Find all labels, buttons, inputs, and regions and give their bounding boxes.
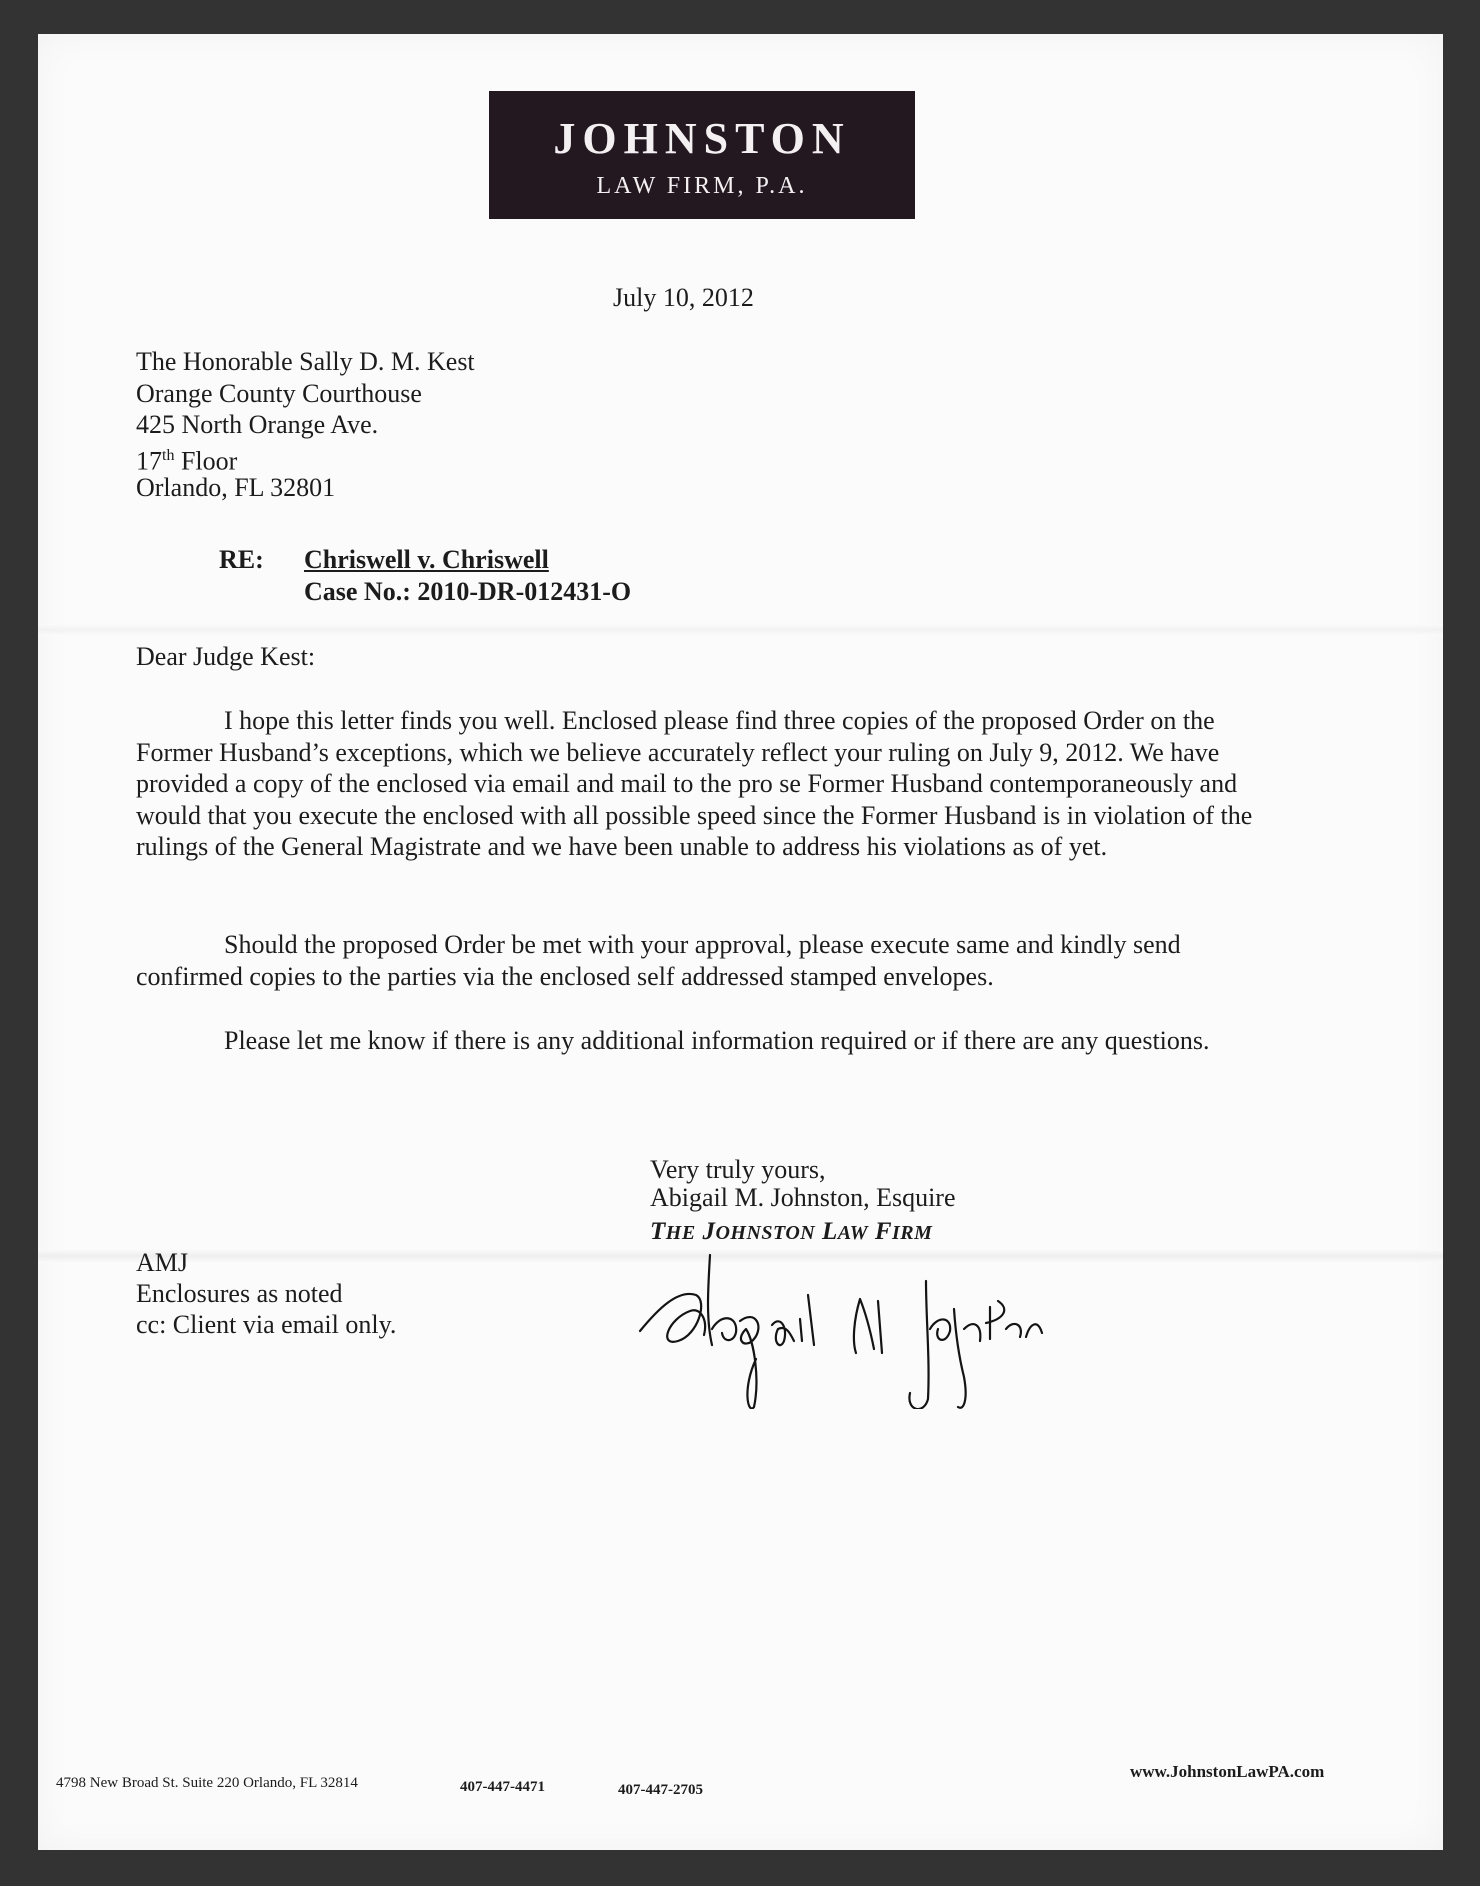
enclosures-note: Enclosures as noted [136,1279,343,1308]
handwritten-signature [638,1249,1158,1409]
footer-address: 4798 New Broad St. Suite 220 Orlando, FL 32814 [56,1775,358,1791]
logo-firm-name: JOHNSTON [553,114,851,163]
recipient-line: Orlando, FL 32801 [136,473,336,502]
body-paragraph: I hope this letter finds you well. Enclosed please find three copies of the proposed Order on the Former Husband’s exceptions, which we believe accurately reflect your ruling on July 9, 2012. We have provided a copy of the enclosed via email and mail to the pro se Former Husband contemporaneously and would that you execute the enclosed with all possible speed since the Former Husband is in violation of the rulings of the General Magistrate and we have been unable to address his violations as of yet. [136,706,1253,861]
logo-firm-subtitle: LAW FIRM, P.A. [596,173,808,199]
case-number: Case No.: 2010-DR-012431-O [304,577,632,606]
letter-page [38,34,1443,1850]
initials: AMJ [136,1248,189,1277]
recipient-line: 425 North Orange Ave. [136,410,379,439]
re-label: RE: [219,545,264,574]
case-name: Chriswell v. Chriswell [304,545,549,574]
letterhead-logo [489,91,915,219]
body-paragraph: Please let me know if there is any additional information required or if there are any questions. [224,1026,1210,1055]
footer-website: www.JohnstonLawPA.com [1130,1762,1325,1781]
valediction: Very truly yours, [650,1155,826,1184]
body-paragraph: Should the proposed Order be met with your approval, please execute same and kindly send confirmed copies to the parties via the enclosed self addressed stamped envelopes. [136,930,1181,991]
letter-date: July 10, 2012 [613,283,754,312]
cc-note: cc: Client via email only. [136,1310,397,1339]
recipient-line: The Honorable Sally D. M. Kest [136,347,475,376]
recipient-line: Orange County Courthouse [136,379,422,408]
salutation: Dear Judge Kest: [136,642,316,671]
paper-fold [38,624,1443,636]
closing-firm-name: THE JOHNSTON LAW FIRM [650,1218,933,1245]
signer-name: Abigail M. Johnston, Esquire [650,1183,956,1212]
footer-phone: 407-447-4471 [460,1779,545,1795]
footer-fax: 407-447-2705 [618,1782,703,1798]
recipient-line: 17th Floor [136,446,238,476]
